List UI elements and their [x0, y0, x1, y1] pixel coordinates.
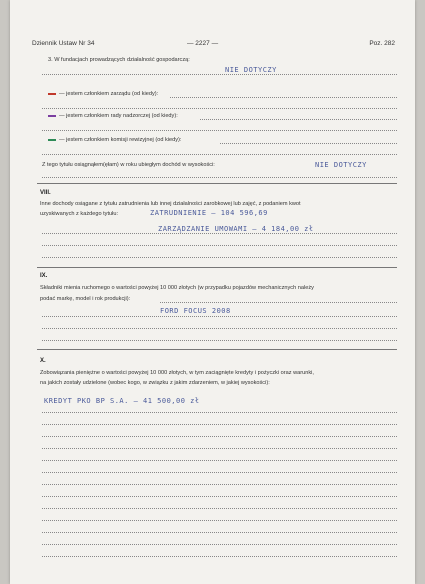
page-header: [32, 40, 395, 50]
answer-line: [42, 436, 397, 437]
answer-line: [42, 448, 397, 449]
answer-line: [200, 119, 397, 120]
answer-line: [42, 412, 397, 413]
section9-text2: podać markę, model i rok produkcji):: [40, 296, 131, 302]
section8-text1: Inne dochody osiągane z tytułu zatrudnienia lub innej działalności zarobkowej lub zajęć, z podaniem kwot: [40, 201, 301, 207]
income-answer: NIE DOTYCZY: [315, 161, 367, 169]
answer-line: [42, 520, 397, 521]
answer-line: [42, 460, 397, 461]
section8-text2: uzyskiwanych z każdego tytułu:: [40, 211, 119, 217]
section10-number: X.: [40, 358, 46, 364]
board-member-label: — jestem członkiem zarządu (od kiedy):: [59, 91, 159, 97]
answer-line: [220, 143, 397, 144]
journal-title: Dziennik Ustaw Nr 34: [32, 40, 95, 47]
position-number: Poz. 282: [369, 40, 395, 47]
audit-committee-label: — jestem członkiem komisji rewizyjnej (od kiedy):: [59, 137, 182, 143]
document-page: [10, 0, 415, 584]
dash-marker: [48, 93, 56, 95]
section9-answer: FORD FOCUS 2008: [160, 307, 231, 315]
supervisory-board-label: — jestem członkiem rady nadzorczej (od kiedy):: [59, 113, 178, 119]
section3-answer: NIE DOTYCZY: [225, 66, 277, 74]
answer-line: [42, 130, 397, 131]
answer-line: [42, 556, 397, 557]
answer-line: [42, 484, 397, 485]
section9-number: IX.: [40, 273, 48, 279]
section-divider: [37, 183, 397, 184]
section3-intro: 3. W fundacjach prowadzących działalność gospodarczą:: [48, 57, 190, 63]
section10-text1: Zobowiązania pieniężne o wartości powyżej 10 000 złotych, w tym zaciągnięte kredyty i pożyczki oraz warunki,: [40, 370, 314, 376]
answer-line: [42, 257, 397, 258]
answer-line: [42, 233, 397, 234]
answer-line: [42, 544, 397, 545]
dash-marker: [48, 115, 56, 117]
section10-answer: KREDYT PKO BP S.A. — 41 500,00 zł: [44, 397, 200, 405]
section8-number: VIII.: [40, 190, 51, 196]
answer-line: [42, 496, 397, 497]
section-divider: [37, 349, 397, 350]
answer-line: [42, 328, 397, 329]
board-member-row: [48, 91, 158, 97]
section-divider: [37, 267, 397, 268]
section8-answer1: ZATRUDNIENIE — 104 596,69: [150, 209, 268, 217]
answer-line: [42, 108, 397, 109]
answer-line: [42, 154, 397, 155]
answer-line: [42, 508, 397, 509]
answer-line: [42, 316, 397, 317]
answer-line: [170, 97, 397, 98]
answer-line: [42, 245, 397, 246]
section8-answer2: ZARZĄDZANIE UMOWAMI — 4 184,00 zł: [158, 225, 314, 233]
section9-text1: Składniki mienia ruchomego o wartości powyżej 10 000 złotych (w przypadku pojazdów mechanicznych należy: [40, 285, 314, 291]
income-label: Z tego tytułu osiągnąłem(ęłam) w roku ubiegłym dochód w wysokości:: [42, 162, 215, 168]
section10-text2: na jakich zostały udzielone (wobec kogo, w związku z jakim zdarzeniem, w jakiej wysokości):: [40, 380, 270, 386]
answer-line: [42, 472, 397, 473]
answer-line: [42, 532, 397, 533]
answer-line: [42, 74, 397, 75]
answer-line: [160, 302, 397, 303]
supervisory-board-row: [48, 113, 178, 119]
page-number: — 2227 —: [187, 40, 219, 47]
answer-line: [42, 340, 397, 341]
audit-committee-row: [48, 137, 181, 143]
dash-marker: [48, 139, 56, 141]
answer-line: [42, 177, 397, 178]
answer-line: [42, 424, 397, 425]
